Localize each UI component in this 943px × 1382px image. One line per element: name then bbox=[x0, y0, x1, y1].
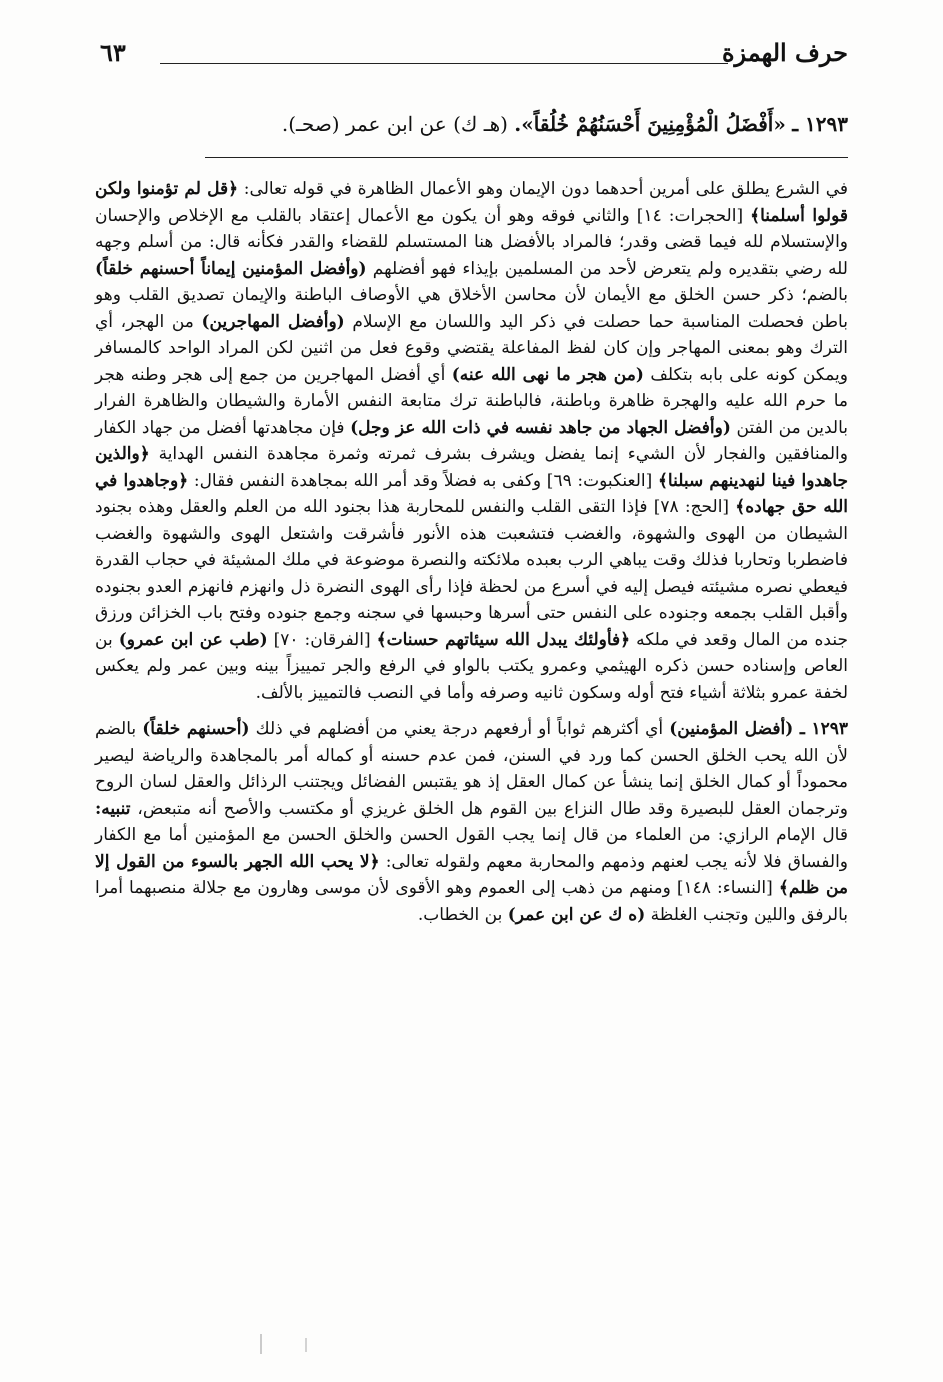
emphasized-text: ١٢٩٣ ـ bbox=[793, 719, 848, 739]
running-header bbox=[100, 34, 848, 74]
scan-artifact bbox=[260, 1334, 262, 1354]
commentary-paragraph-2 bbox=[95, 716, 848, 928]
body-text: من الهجر، أي الترك وهو بمعنى المهاجر وإن كان لفظ المفاعلة يقتضي وقوع فعل من اثنين لكن المراد الواحد كالمسافر ويمكن كونه على بابه بتكلف bbox=[95, 311, 848, 385]
body-text: أي أفضل المهاجرين من جمع إلى هجر وطنه هجر ما حرم الله عليه والهجرة ظاهرة وباطنة، فالباطنة ترك متابعة النفس الأمارة والشيطان والظاهرة الفرار بالدين من الفتن bbox=[95, 364, 848, 438]
body-text: فإن مجاهدتها أفضل من جهاد الكفار والمنافقين والفجار لأن الشيء إنما يفضل ويشرف بشرف ثمرته وثمرة مجاهدة النفس الهداية bbox=[95, 417, 848, 464]
body-text: [الحج: ٧٨] فإذا التقى القلب والنفس للمحاربة هذا بجنود الله من العلم والعقل وهذه بجنود الشيطان من الهوى والشهوة، والغضب فتشعبت هذه الأنور فأشرقت واشتعل الهوى والشهوة والغضب فاضطربا وتحاربا فذلك وقت يباهي الرب بعبده ملائكته والنصرة موضوعة في ملك المشيئة في حجاب القدرة فيعطي نصره مشيئته فيصل إليه في أسرع من لحظة فإذا رأى الهوى النضرة ذل وانهزم فانهزم العدو بجنوده وأقبل القلب بجمعه وجنوده على النفس حتى أسرها وحبسها في سجنه وجمع جنوده وفتح باب الخزائن ورزق جنده من المال وقعد في ملكه bbox=[95, 497, 849, 650]
emphasized-text: (أحسنهم خلقاً) bbox=[142, 719, 250, 739]
emphasized-text: (وأفضل الجهاد من جاهد نفسه في ذات الله عز وجل) bbox=[350, 417, 731, 438]
header-rule bbox=[160, 63, 728, 64]
emphasized-text: تنبيه: bbox=[95, 798, 131, 819]
body-text: بالضم لأن الله يحب الخلق الحسن كما ورد في السنن، فمن عدم حسنه أو كماله أمر بالمجاهدة والرياضة ليصير محموداً أو كمال الخلق إنما ينشأ عن كمال العقل إذ هو يقتبس الفضائل ويجتنب الرذائل والعقل لسان الروح وترجمان العقل للبصيرة وقد طال النزاع بين القوم هل الخلق غريزي أو مكتسب والأصح أنه متبعض، bbox=[95, 719, 848, 819]
emphasized-text: ﴿والذين جاهدوا فينا لنهدينهم سبلنا﴾ bbox=[95, 444, 848, 491]
hadith-number: ١٢٩٣ ـ bbox=[792, 112, 848, 136]
body-text: بن الخطاب. bbox=[417, 904, 508, 925]
page-number: ٦٣ bbox=[100, 38, 126, 67]
emphasized-text: (وأفضل المؤمنين إيماناً أحسنهم خلقاً) bbox=[95, 258, 367, 279]
emphasized-text: ﴿فأولئك يبدل الله سيئاتهم حسنات﴾ bbox=[376, 629, 631, 650]
hadith-source: (هـ ك) عن ابن عمر (صحـ). bbox=[281, 112, 508, 136]
body-text: أي أكثرهم ثواباً أو أرفعهم درجة يعني من أفضلهم في ذلك bbox=[249, 719, 670, 739]
emphasized-text: (ه ك عن ابن عمر) bbox=[507, 904, 646, 925]
body-text: [الحجرات: ١٤] والثاني فوقه وهو أن يكون مع الأعمال إعتقاد بالقلب مع الإخلاص والإحسان والإستسلام لله فيما قضى وقدر؛ فالمراد بالأفضل هنا المستسلم للقضاء والقدر فكأنه قال: من أسلم وجهه لله رضي بتقديره ولم يتعرض لأحد من المسلمين بإيذاء فهو أفضلهم bbox=[95, 205, 848, 279]
emphasized-text: (من هجر ما نهى الله عنه) bbox=[451, 364, 644, 385]
hadith-line bbox=[110, 104, 848, 144]
commentary-paragraph-1 bbox=[95, 176, 848, 706]
body-text: [العنكبوت: ٦٩] وكفى به فضلاً وقد أمر الله بمجاهدة النفس فقال: bbox=[188, 470, 658, 491]
emphasized-text: (طب عن ابن عمرو) bbox=[118, 629, 268, 650]
body-text: قال الإمام الرازي: من العلماء من قال إنما يجب القول الحسن والخلق الحسن مع المؤمنين أما مع الكفار والفساق فلا لأنه يجب لعنهم وذمهم والمحاربة معهم ولقوله تعالى: bbox=[95, 825, 848, 872]
body-text: في الشرع يطلق على أمرين أحدهما دون الإيمان وهو الأعمال الظاهرة في قوله تعالى: bbox=[238, 179, 849, 199]
emphasized-text: ﴿لا يحب الله الجهر بالسوء من القول إلا من ظلم﴾ bbox=[95, 851, 848, 898]
emphasized-text: ﴿وجاهدوا في الله حق جهاده﴾ bbox=[95, 470, 848, 517]
body-text: بن العاص وإسناده حسن ذكره الهيثمي وعمرو يكتب بالواو في الرفع والجر تمييزاً بينه وبين عمر ولم يعكس لخفة عمرو بثلاثة أشياء فتح أوله وسكون ثانيه وصرفه وأما في النصب فالتمييز بالألف. bbox=[95, 629, 848, 703]
body-text: [النساء: ١٤٨] ومنهم من ذهب إلى العموم وهو الأقوى لأن موسى وهارون مع جلالة منصبهما أمرا بالرفق واللين وتجنب الغلظة bbox=[95, 878, 848, 925]
emphasized-text: (أفضل المؤمنين) bbox=[669, 719, 794, 739]
scan-artifact bbox=[305, 1338, 307, 1352]
body-text: بالضم؛ ذكر حسن الخلق مع الأيمان لأن محاسن الأخلاق هي الأوصاف الباطنة والإيمان تصديق القلب وهو باطن فحصلت المناسبة حما حصلت في ذكر اليد واللسان مع الإسلام bbox=[95, 285, 848, 332]
commentary bbox=[95, 176, 848, 928]
hadith-text: «أَفْضَلُ الْمُؤْمِنِينَ أَحْسَنُهُمْ خُلُقاً». bbox=[514, 112, 786, 136]
emphasized-text: (وأفضل المهاجرين) bbox=[201, 311, 345, 332]
chapter-title: حرف الهمزة bbox=[721, 38, 848, 67]
emphasized-text: ﴿قل لم تؤمنوا ولكن قولوا أسلمنا﴾ bbox=[95, 179, 848, 226]
section-divider bbox=[205, 157, 848, 158]
body-text: [الفرقان: ٧٠] bbox=[267, 629, 377, 650]
